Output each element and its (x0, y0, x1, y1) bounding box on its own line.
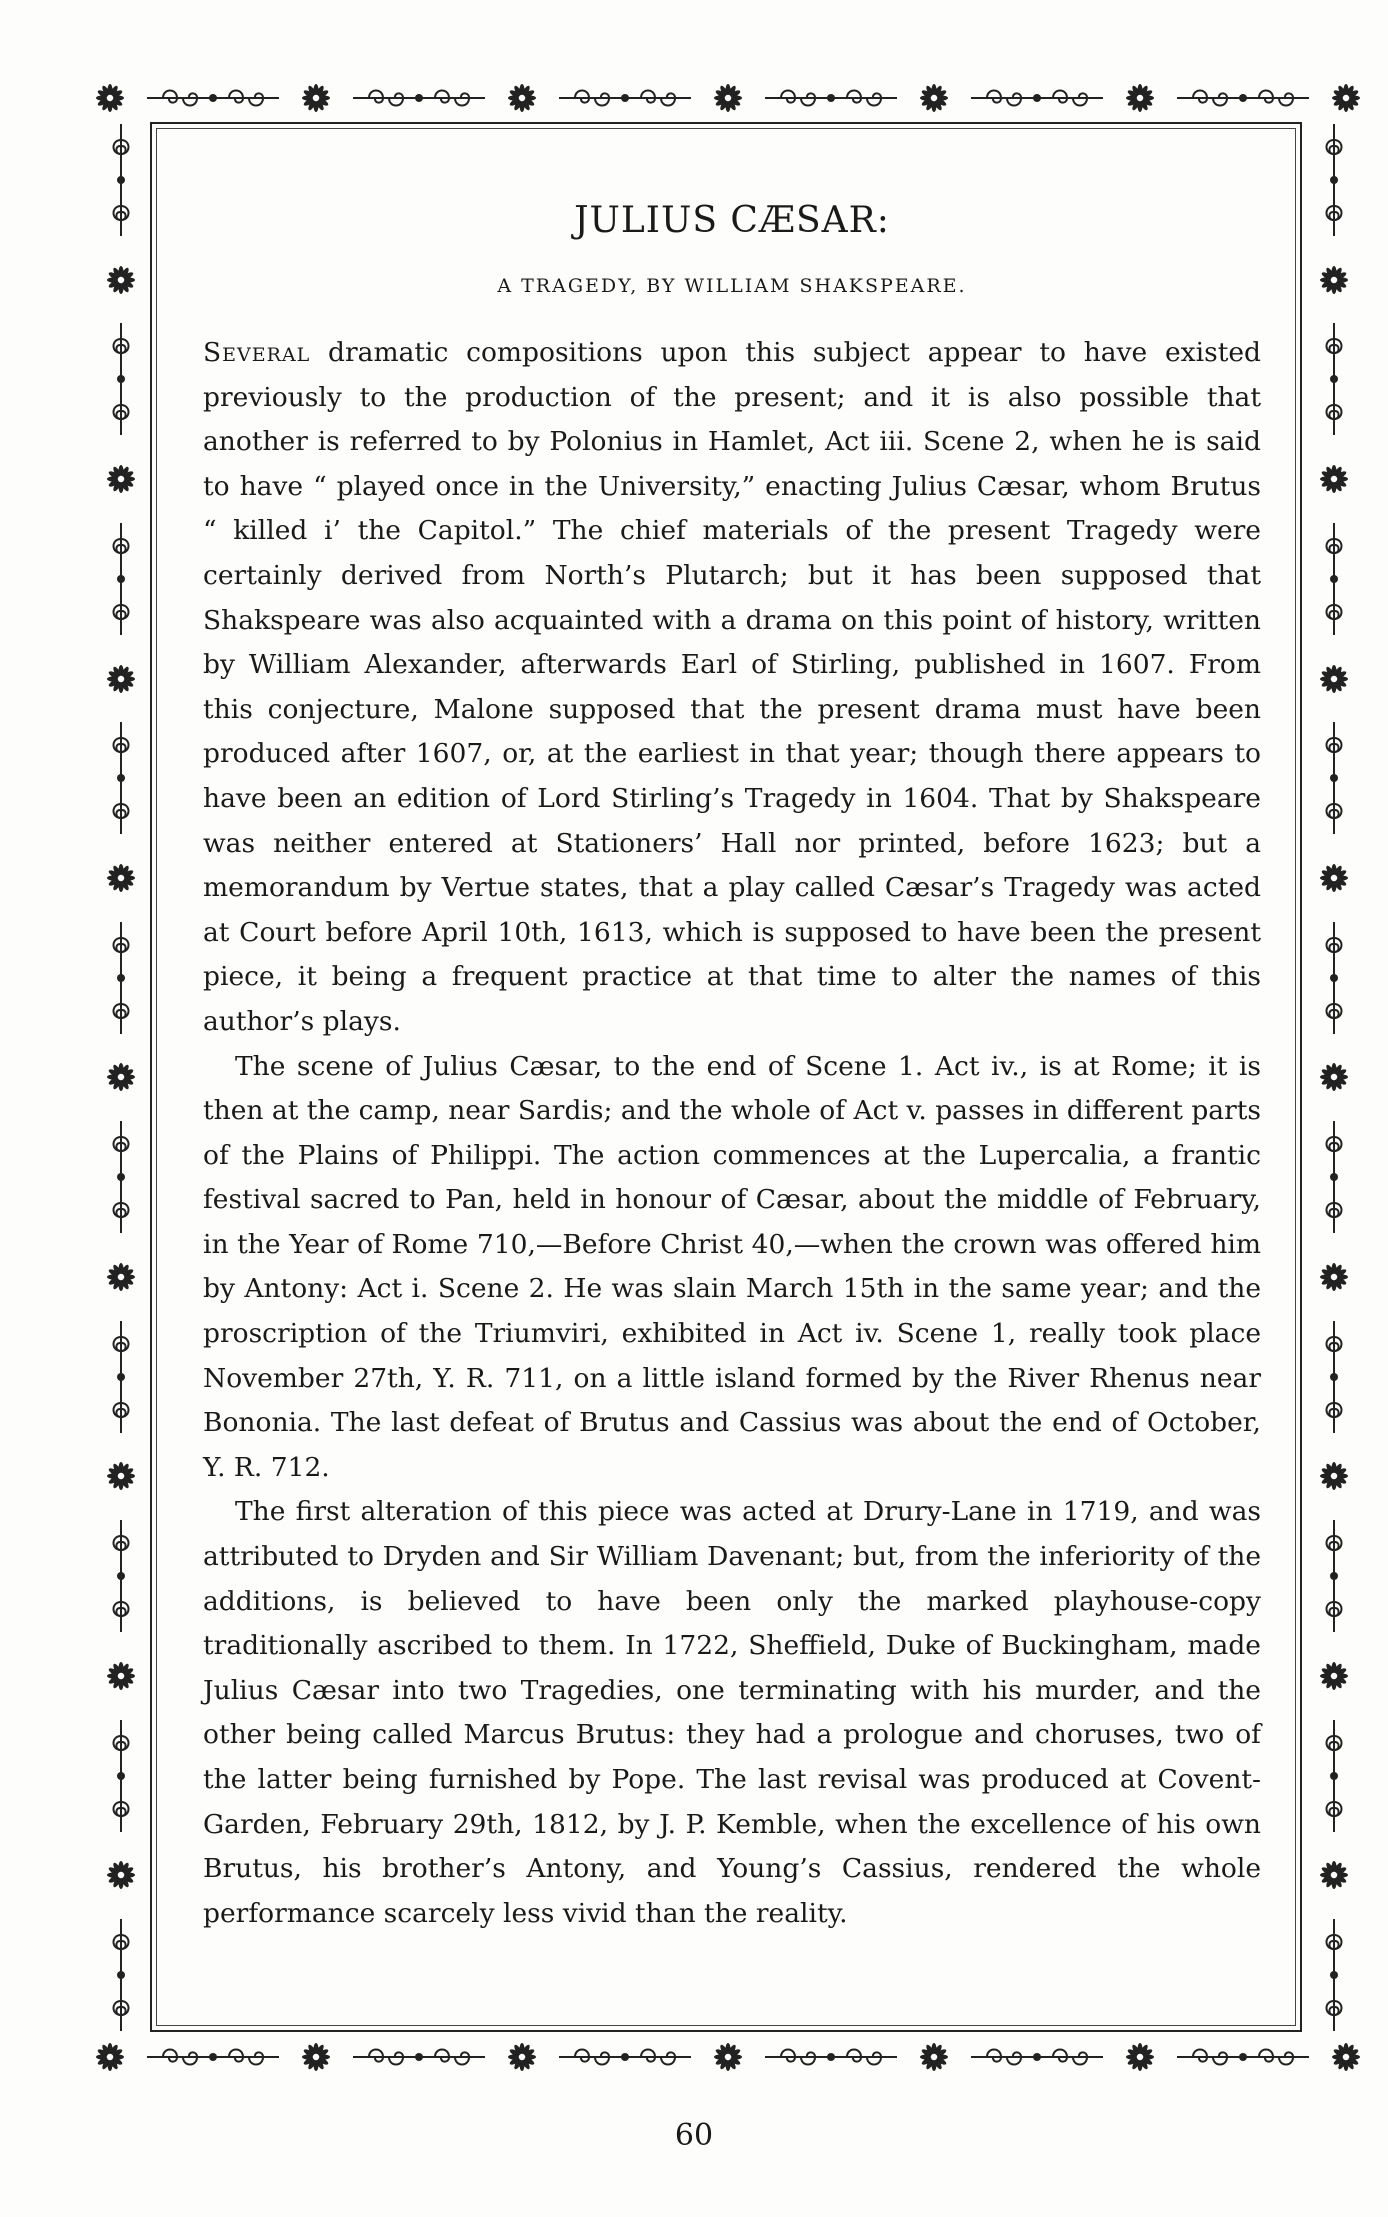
scroll-ornament-icon (555, 83, 695, 113)
rosette-icon (92, 80, 128, 116)
rosette-icon (916, 80, 952, 116)
rosette-icon (1316, 860, 1352, 896)
bottom-ornament-border (92, 2032, 1364, 2082)
rosette-icon (298, 80, 334, 116)
rosette-icon (1316, 661, 1352, 697)
vertical-scroll-ornament-icon (1316, 1117, 1352, 1237)
vertical-scroll-ornament-icon (1316, 120, 1352, 240)
vertical-scroll-ornament-icon (1316, 918, 1352, 1038)
rosette-icon (298, 2039, 334, 2075)
rosette-icon (103, 1458, 139, 1494)
rosette-icon (710, 2039, 746, 2075)
rosette-icon (504, 80, 540, 116)
rosette-icon (103, 661, 139, 697)
rosette-icon (1122, 80, 1158, 116)
rosette-icon (1316, 461, 1352, 497)
left-ornament-border (95, 120, 147, 2035)
rosette-icon (710, 80, 746, 116)
rosette-icon (103, 860, 139, 896)
vertical-scroll-ornament-icon (103, 718, 139, 838)
rosette-icon (103, 1259, 139, 1295)
paragraph-2: The scene of Julius Cæsar, to the end of Scene 1. Act iv., is at Rome; it is then at the camp, near Sardis; and the whole of Act v. passes in different parts of the Plains of Philippi. The action commences at the Lupercalia, a frantic festival sacred to Pan, held in honour of Cæsar, about the middle of February, in the Year of Rome 710,—Before Christ 40,—when the crown was offered him by Antony: Act i. Scene 2. He was slain March 15th in the same year; and the proscription of the Triumviri, exhibited in Act iv. Scene 1, really took place November 27th, Y. R. 711, on a little island formed by the River Rhenus near Bononia. The last defeat of Brutus and Cassius was about the end of October, Y. R. 712. (203, 1050, 1261, 1483)
rosette-icon (103, 1059, 139, 1095)
vertical-scroll-ornament-icon (1316, 319, 1352, 439)
top-ornament-border (92, 73, 1364, 123)
vertical-scroll-ornament-icon (103, 1716, 139, 1836)
paragraph-1-text: dramatic compositions upon this subject appear to have existed previously to the production of the present; and it is also possible that another is referred to by Polonius in Hamlet, Act iii. Scene 2, when he is said to have “ played once in the University,” enacting Julius Cæsar, whom Brutus “ killed i’ the Capitol.” The chief materials of the present Tragedy were certainly derived from North’s Plutarch; but it has been supposed that Shakspeare was also acquainted with a drama on this point of history, written by William Alexander, afterwards Earl of Stirling, published in 1607. From this conjecture, Malone supposed that the present drama must have been produced after 1607, or, at the earliest in that year; though there appears to have been an edition of Lord Stirling’s Tragedy in 1604. That by Shakspeare was neither entered at Stationers’ Hall nor printed, before 1623; but a memorandum by Vertue states, that a play called Cæsar’s Tragedy was acted at Court before April 10th, 1613, which is supposed to have been the present piece, it being a frequent practice at that time to alter the names of this author’s plays. (203, 337, 1261, 1037)
vertical-scroll-ornament-icon (103, 319, 139, 439)
vertical-scroll-ornament-icon (103, 1317, 139, 1437)
vertical-scroll-ornament-icon (1316, 1317, 1352, 1437)
right-ornament-border (1308, 120, 1360, 2035)
page-subtitle: A TRAGEDY, BY WILLIAM SHAKSPEARE. (497, 275, 967, 297)
rosette-icon (103, 461, 139, 497)
scroll-ornament-icon (349, 83, 489, 113)
rosette-icon (1316, 1259, 1352, 1295)
rosette-icon (1316, 1458, 1352, 1494)
vertical-scroll-ornament-icon (103, 519, 139, 639)
text-block (203, 200, 1261, 1936)
rosette-icon (1316, 1857, 1352, 1893)
vertical-scroll-ornament-icon (1316, 718, 1352, 838)
paragraph-3: The first alteration of this piece was acted at Drury-Lane in 1719, and was attributed to Dryden and Sir William Davenant; but, from the inferiority of the additions, is believed to have been only the marked playhouse-copy traditionally ascribed to them. In 1722, Sheffield, Duke of Buckingham, made Julius Cæsar into two Tragedies, one terminating with his murder, and the other being called Marcus Brutus: they had a prologue and choruses, two of the latter being furnished by Pope. The last revisal was produced at Covent-Garden, February 29th, 1812, by J. P. Kemble, when the excellence of his own Brutus, his brother’s Antony, and Young’s Cassius, rendered the whole performance scarcely less vivid than the reality. (203, 1496, 1261, 1929)
rosette-icon (103, 1857, 139, 1893)
scroll-ornament-icon (967, 83, 1107, 113)
rosette-icon (1122, 2039, 1158, 2075)
vertical-scroll-ornament-icon (103, 1915, 139, 2035)
scroll-ornament-icon (555, 2042, 695, 2072)
vertical-scroll-ornament-icon (103, 1117, 139, 1237)
vertical-scroll-ornament-icon (1316, 1516, 1352, 1636)
rosette-icon (1316, 1059, 1352, 1095)
vertical-scroll-ornament-icon (1316, 519, 1352, 639)
rosette-icon (916, 2039, 952, 2075)
scroll-ornament-icon (761, 83, 901, 113)
rosette-icon (103, 262, 139, 298)
page-title: JULIUS CÆSAR: (574, 200, 890, 241)
rosette-icon (103, 1658, 139, 1694)
scroll-ornament-icon (143, 2042, 283, 2072)
paragraph-1 (203, 331, 1261, 1045)
page-number: 60 (674, 2118, 714, 2153)
scroll-ornament-icon (761, 2042, 901, 2072)
scroll-ornament-icon (1173, 83, 1313, 113)
vertical-scroll-ornament-icon (103, 918, 139, 1038)
vertical-scroll-ornament-icon (1316, 1716, 1352, 1836)
rosette-icon (92, 2039, 128, 2075)
vertical-scroll-ornament-icon (103, 120, 139, 240)
scroll-ornament-icon (143, 83, 283, 113)
scroll-ornament-icon (967, 2042, 1107, 2072)
rosette-icon (1328, 80, 1364, 116)
scroll-ornament-icon (1173, 2042, 1313, 2072)
rosette-icon (504, 2039, 540, 2075)
vertical-scroll-ornament-icon (1316, 1915, 1352, 2035)
vertical-scroll-ornament-icon (103, 1516, 139, 1636)
rosette-icon (1316, 262, 1352, 298)
rosette-icon (1316, 1658, 1352, 1694)
rosette-icon (1328, 2039, 1364, 2075)
paragraph-lead-word: Several (203, 337, 311, 368)
scroll-ornament-icon (349, 2042, 489, 2072)
